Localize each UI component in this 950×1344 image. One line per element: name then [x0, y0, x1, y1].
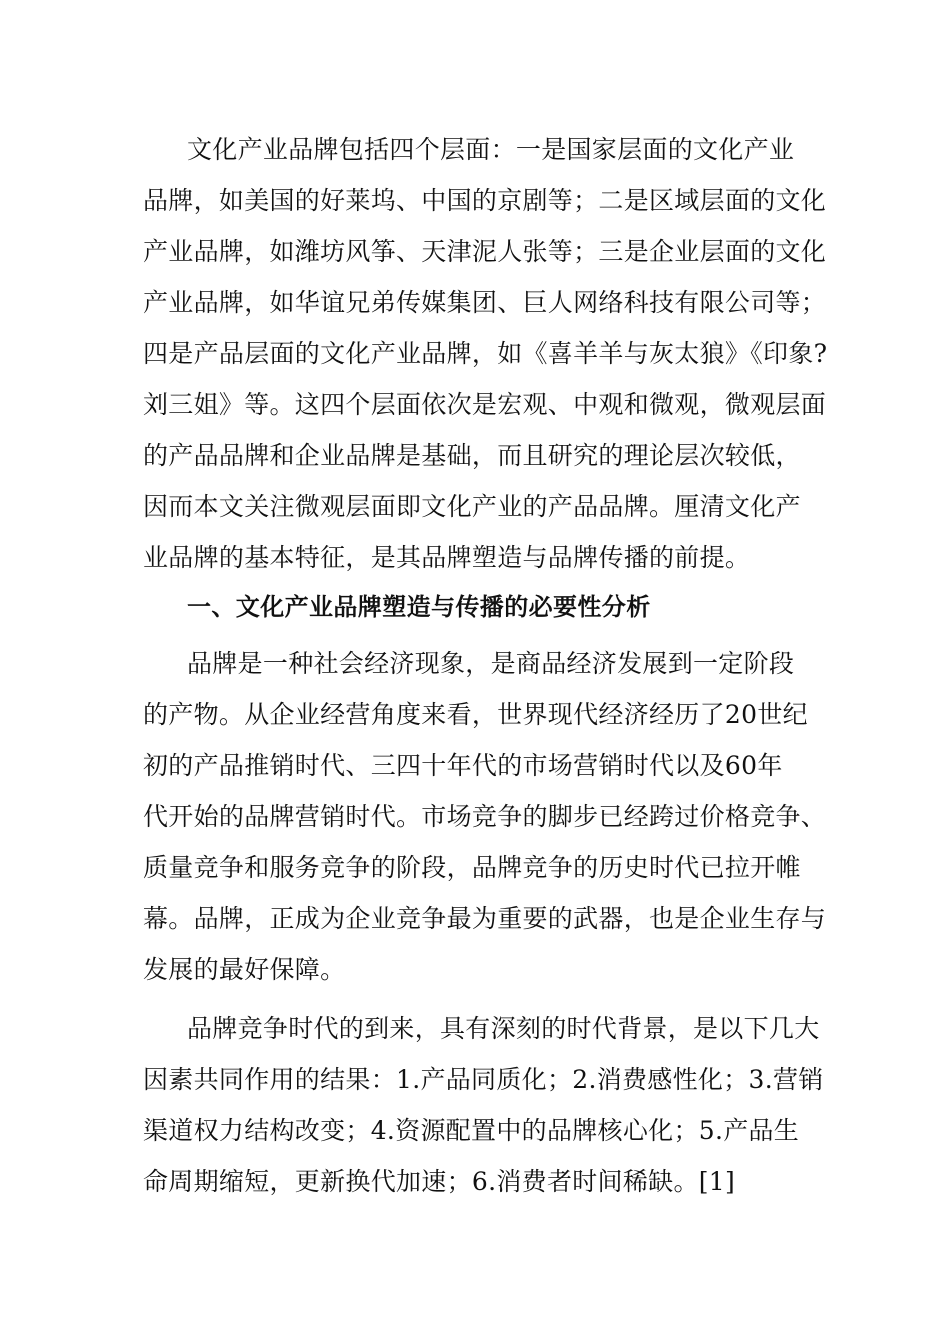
- paragraph-line: 业品牌的基本特征，是其品牌塑造与品牌传播的前提。: [143, 543, 751, 572]
- paragraph-line: 四是产品层面的文化产业品牌，如《喜羊羊与灰太狼》《印象?: [143, 339, 828, 368]
- paragraph-line: 的产物。从企业经营角度来看，世界现代经济经历了20世纪: [143, 700, 808, 729]
- paragraph-line: 初的产品推销时代、三四十年代的市场营销时代以及60年: [143, 751, 783, 780]
- paragraph-line: 文化产业品牌包括四个层面：一是国家层面的文化产业: [187, 135, 795, 164]
- paragraph-line: 命周期缩短，更新换代加速；6.消费者时间稀缺。[1]: [143, 1167, 736, 1196]
- paragraph-line: 幕。品牌，正成为企业竞争最为重要的武器，也是企业生存与: [143, 904, 827, 933]
- paragraph-brand-levels: [143, 124, 833, 583]
- paragraph-line: 质量竞争和服务竞争的阶段，品牌竞争的历史时代已拉开帷: [143, 853, 801, 882]
- paragraph-line: 代开始的品牌营销时代。市场竞争的脚步已经跨过价格竞争、: [143, 802, 827, 831]
- paragraph-brand-competition: [143, 1003, 833, 1207]
- paragraph-line: 品牌是一种社会经济现象，是商品经济发展到一定阶段: [187, 649, 795, 678]
- section-heading-text: 一、文化产业品牌塑造与传播的必要性分析: [187, 593, 651, 621]
- paragraph-line: 的产品品牌和企业品牌是基础，而且研究的理论层次较低，: [143, 441, 801, 470]
- paragraph-line: 产业品牌，如潍坊风筝、天津泥人张等；三是企业层面的文化: [143, 237, 827, 266]
- paragraph-line: 因素共同作用的结果：1.产品同质化；2.消费感性化；3.营销: [143, 1065, 824, 1094]
- paragraph-line: 刘三姐》等。这四个层面依次是宏观、中观和微观，微观层面: [143, 390, 827, 419]
- paragraph-brand-economy: [143, 638, 833, 995]
- paragraph-line: 品牌，如美国的好莱坞、中国的京剧等；二是区域层面的文化: [143, 186, 827, 215]
- paragraph-line: 渠道权力结构改变；4.资源配置中的品牌核心化；5.产品生: [143, 1116, 800, 1145]
- paragraph-line: 产业品牌，如华谊兄弟传媒集团、巨人网络科技有限公司等；: [143, 288, 827, 317]
- paragraph-line: 品牌竞争时代的到来，具有深刻的时代背景，是以下几大: [187, 1014, 820, 1043]
- paragraph-line: 因而本文关注微观层面即文化产业的产品品牌。厘清文化产: [143, 492, 801, 521]
- section-heading: [143, 582, 833, 633]
- paragraph-line: 发展的最好保障。: [143, 955, 346, 984]
